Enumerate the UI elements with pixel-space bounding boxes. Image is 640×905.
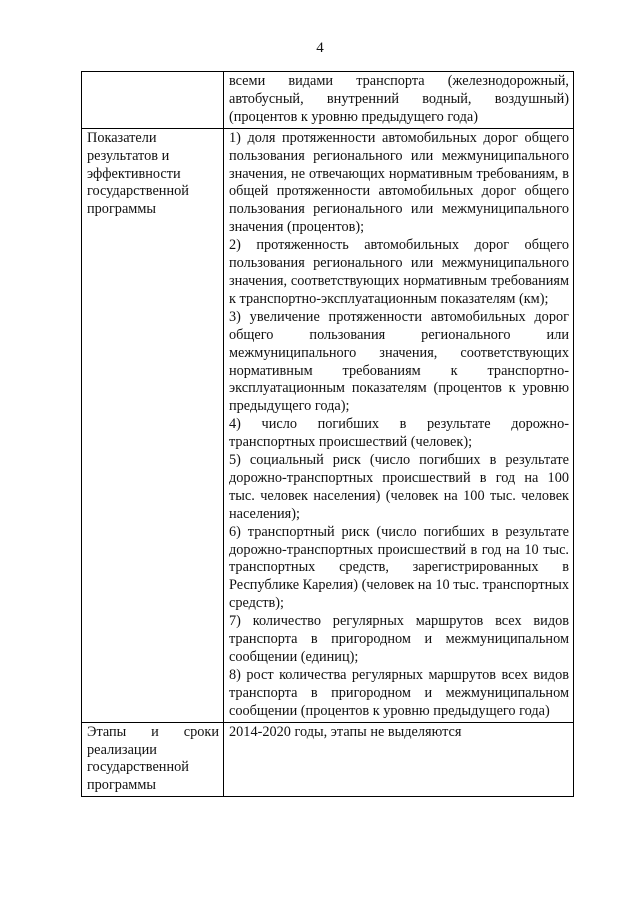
indicator-item: 4) число погибших в результате дорожно-транспортных происшествий (человек);: [229, 416, 569, 451]
indicator-item: 5) социальный риск (число погибших в результате дорожно-транспортных происшествий в год на 100 тыс. человек населения) (человек на 100 тыс. человек населения);: [229, 452, 569, 522]
indicator-item: 6) транспортный риск (число погибших в результате дорожно-транспортных происшествий в год на 10 тыс. транспортных средств, зарегистрированных в Республике Карелия) (человек на 10 тыс. транспортных средств);: [229, 523, 569, 612]
row-content-cell: [224, 128, 574, 722]
table-row: [82, 72, 574, 129]
table-row: [82, 722, 574, 797]
indicator-item: 1) доля протяженности автомобильных дорог общего пользования регионального или межмуниципального значения, не отвечающих нормативным требованиям, в общей протяженности автомобильных дорог общего пользования регионального или межмуниципального значения (процентов);: [229, 129, 569, 236]
indicator-item: 3) увеличение протяженности автомобильных дорог общего пользования регионального или межмуниципального значения, соответствующих нормативным требованиям к транспортно-эксплуатационным показателям (процентов к уровню предыдущего года);: [229, 308, 569, 415]
row-label-cell: Этапы и сроки реализации государственной программы: [82, 722, 224, 797]
indicator-item: 8) рост количества регулярных маршрутов всех видов транспорта в пригородном и межмуниципальном сообщении (процентов к уровню предыдущего года): [229, 666, 569, 719]
row-content-cell: [224, 722, 574, 797]
indicator-item: 7) количество регулярных маршрутов всех видов транспорта в пригородном и межмуниципальном сообщении (единиц);: [229, 613, 569, 665]
row-label-cell: Показатели результатов и эффективности государственной программы: [82, 128, 224, 722]
row-content-cell: [224, 72, 574, 129]
page-number: 4: [316, 40, 324, 56]
stages-text: 2014-2020 годы, этапы не выделяются: [229, 723, 462, 740]
row-label-cell: [82, 72, 224, 129]
program-passport-table: [81, 71, 574, 797]
table-row: [82, 128, 574, 722]
indicator-item: 2) протяженность автомобильных дорог общего пользования регионального или межмуниципального значения, соответствующих нормативным требованиям к транспортно-эксплуатационным показателям (км);: [229, 237, 569, 307]
continued-text: всеми видами транспорта (железнодорожный, автобусный, внутренний водный, воздушный) (процентов к уровню предыдущего года): [229, 73, 569, 125]
